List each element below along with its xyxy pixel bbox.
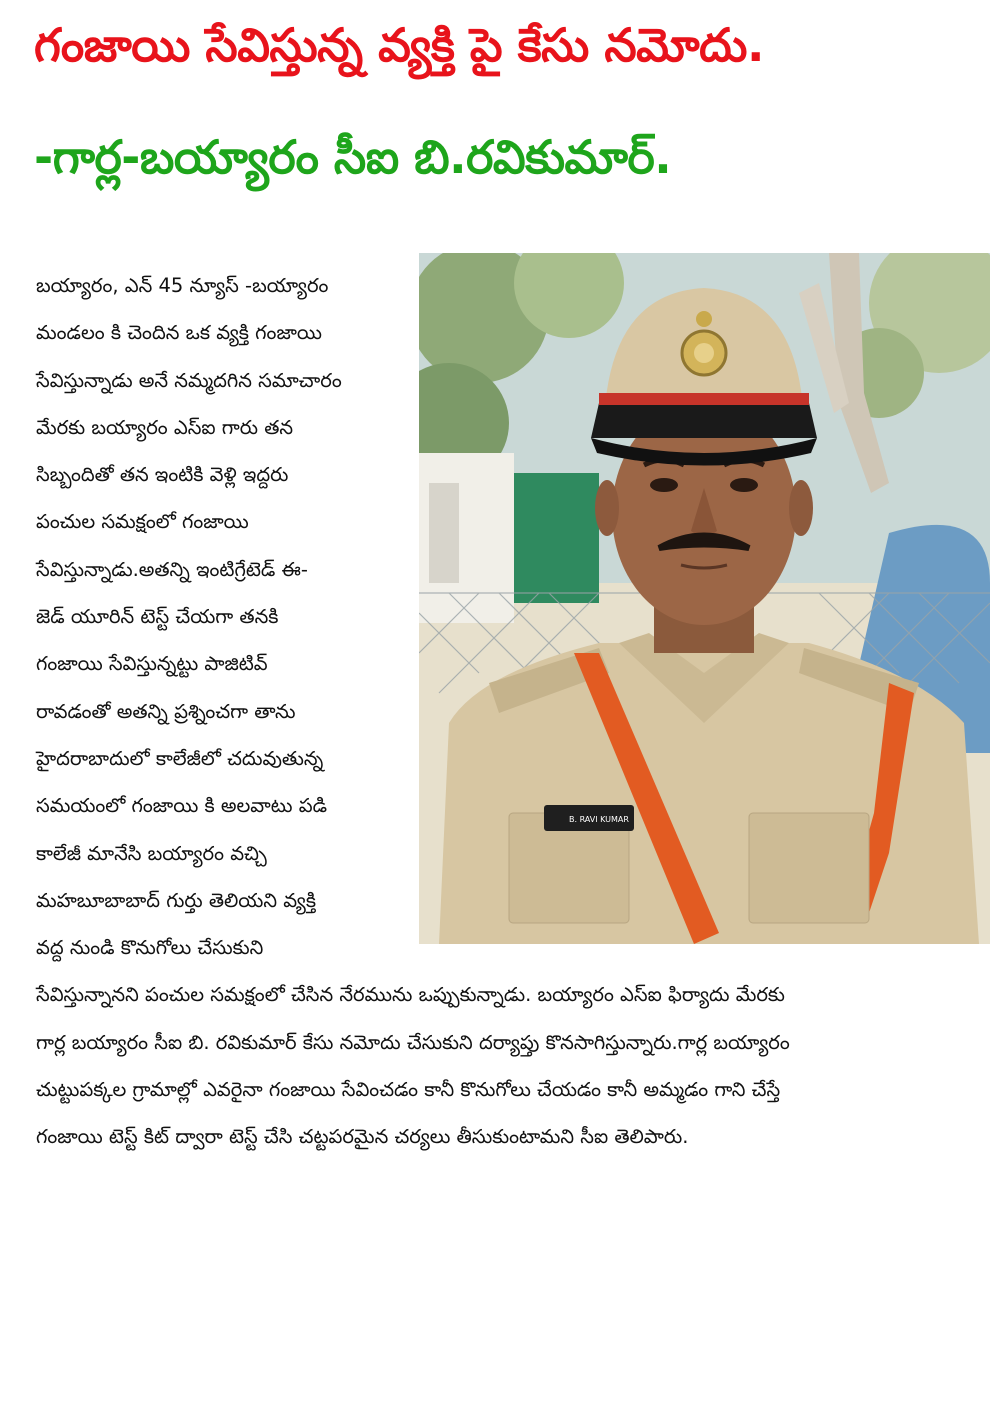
article-line: గార్ల బయ్యారం సీఐ బి. రవికుమార్ కేసు నమోదు చేసుకుని దర్యాప్తు కొనసాగిస్తున్నారు.గార్ల బయ్యారం [36,1030,790,1054]
article-line: సేవిస్తున్నాడు.అతన్ని ఇంటిగ్రేటెడ్ ఈ- [36,557,308,581]
article-body [36,262,966,1161]
article-line: సేవిస్తున్నాడు అనే నమ్మదగిన సమాచారం [36,368,342,392]
article-line: గంజాయి సేవిస్తున్నట్టు పాజిటివ్ [36,652,268,676]
article-line: జెడ్ యూరిన్ టెస్ట్ చేయగా తనకి [36,605,279,629]
article-line: చుట్టుపక్కల గ్రామాల్లో ఎవరైనా గంజాయి సేవించడం కానీ కొనుగోలు చేయడం కానీ అమ్మడం గాని చేస్తే [36,1078,781,1102]
name-badge-text: B. RAVI KUMAR [569,815,629,824]
article-line: సిబ్బందితో తన ఇంటికి వెళ్లి ఇద్దరు [36,463,289,487]
article-line: బయ్యారం, ఎన్ 45 న్యూస్ -బయ్యారం [36,274,329,297]
article-line: గంజాయి టెస్ట్ కిట్ ద్వారా టెస్ట్ చేసి చట్టపరమైన చర్యలు తీసుకుంటామని సీఐ తెలిపారు. [36,1125,689,1149]
article-line: మండలం కి చెందిన ఒక వ్యక్తి గంజాయి [36,321,322,345]
article-line: రావడంతో అతన్ని ప్రశ్నించగా తాను [36,699,296,723]
headline-primary: గంజాయి సేవిస్తున్న వ్యక్తి పై కేసు నమోదు. [34,18,764,72]
article-line: సేవిస్తున్నానని పంచుల సమక్షంలో చేసిన నేరమును ఒప్పుకున్నాడు. బయ్యారం ఎస్ఐ ఫిర్యాదు మేరకు [36,983,785,1007]
article-line: మహబూబాబాద్ గుర్తు తెలియని వ్యక్తి [36,888,317,912]
article-line: హైదరాబాదులో కాలేజీలో చదువుతున్న [36,746,324,770]
article-line: వద్ద నుండి కొనుగోలు చేసుకుని [36,936,264,960]
article-line: కాలేజీ మానేసి బయ్యారం వచ్చి [36,841,267,865]
headline-secondary: -గార్ల-బయ్యారం సీఐ బి.రవికుమార్. [34,130,672,184]
article-line: మేరకు బయ్యారం ఎస్ఐ గారు తన [36,415,294,439]
article-line: సమయంలో గంజాయి కి అలవాటు పడి [36,794,328,818]
article-line: పంచుల సమక్షంలో గంజాయి [36,510,249,534]
